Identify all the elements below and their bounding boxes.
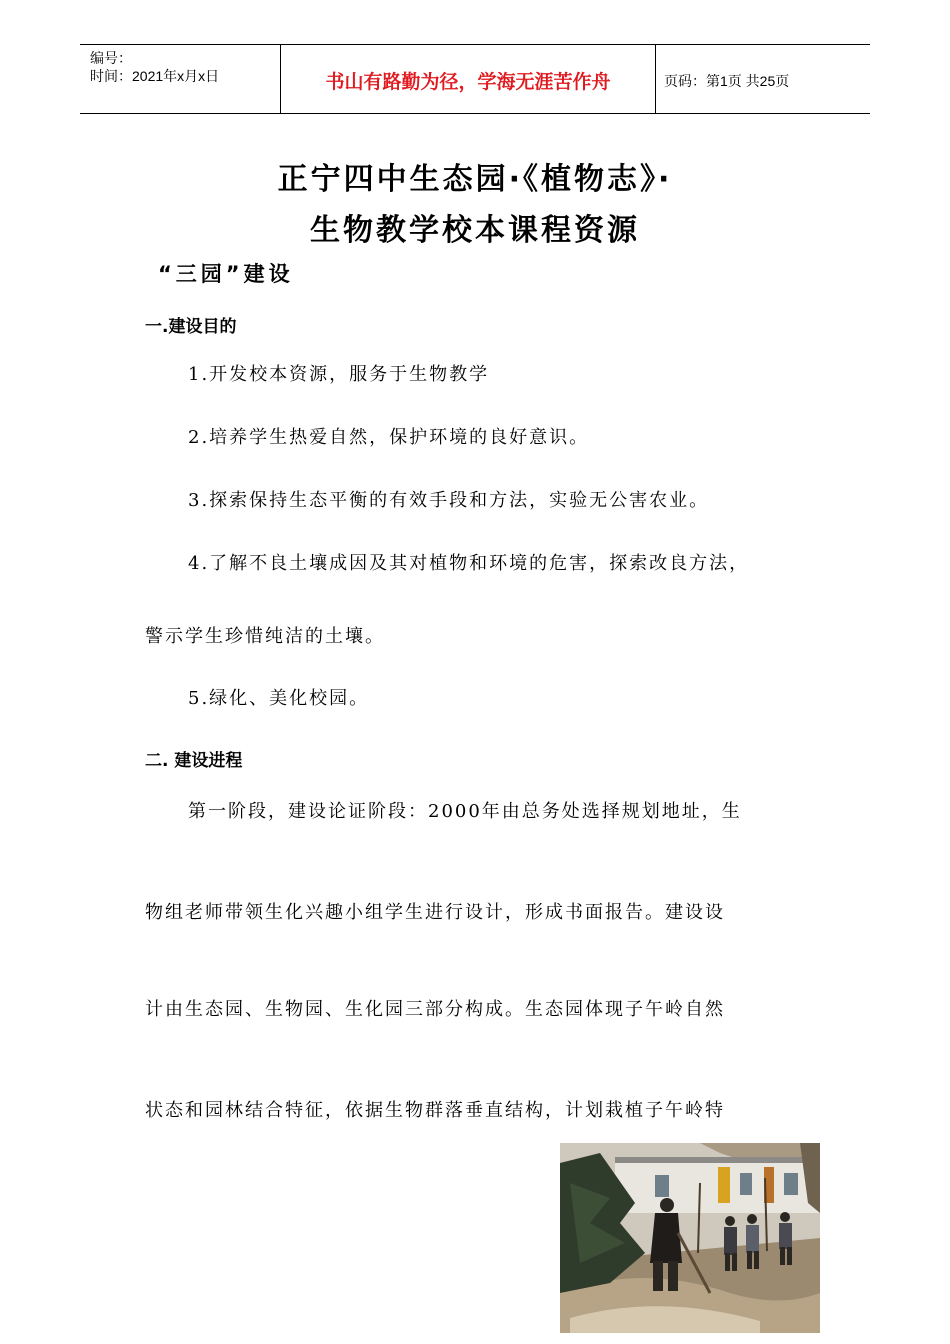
header-motto: 书山有路勤为径，学海无涯苦作舟 bbox=[325, 71, 611, 93]
progress-line-2: 物组老师带领生化兴趣小组学生进行设计，形成书面报告。建设设 bbox=[145, 902, 725, 923]
header-divider-right bbox=[655, 45, 656, 113]
progress-line-4: 状态和园林结合特征，依据生物群落垂直结构，计划栽植子午岭特 bbox=[145, 1100, 725, 1121]
document-title-line1: 正宁四中生态园·《植物志》· bbox=[277, 162, 673, 197]
header-time: 时间：2021年x月x日 bbox=[90, 68, 220, 84]
purpose-item-3: 3.探索保持生态平衡的有效手段和方法，实验无公害农业。 bbox=[188, 490, 710, 511]
progress-line-1: 第一阶段，建设论证阶段：2000年由总务处选择规划地址，生 bbox=[188, 801, 742, 822]
purpose-item-1: 1.开发校本资源，服务于生物教学 bbox=[188, 364, 490, 385]
progress-line-3: 计由生态园、生物园、生化园三部分构成。生态园体现子午岭自然 bbox=[145, 999, 725, 1020]
purpose-item-5: 5.绿化、美化校园。 bbox=[188, 688, 370, 709]
garden-work-photo bbox=[560, 1143, 820, 1333]
section-heading-purpose: 一.建设目的 bbox=[145, 317, 237, 337]
header-divider-left bbox=[280, 45, 281, 113]
purpose-item-2: 2.培养学生热爱自然，保护环境的良好意识。 bbox=[188, 427, 590, 448]
purpose-item-4-continued: 警示学生珍惜纯洁的土壤。 bbox=[145, 626, 385, 647]
header-number: 编号： bbox=[90, 50, 132, 66]
section-heading-progress: 二. 建设进程 bbox=[145, 751, 243, 771]
header-meta bbox=[90, 49, 219, 85]
document-title-line2: 生物教学校本课程资源 bbox=[310, 213, 640, 248]
document-subtitle: “三园”建设 bbox=[158, 262, 294, 286]
page-header bbox=[80, 44, 870, 114]
purpose-item-4: 4.了解不良土壤成因及其对植物和环境的危害，探索改良方法， bbox=[188, 553, 750, 574]
header-page-number: 页码：第1页 共25页 bbox=[664, 73, 790, 89]
